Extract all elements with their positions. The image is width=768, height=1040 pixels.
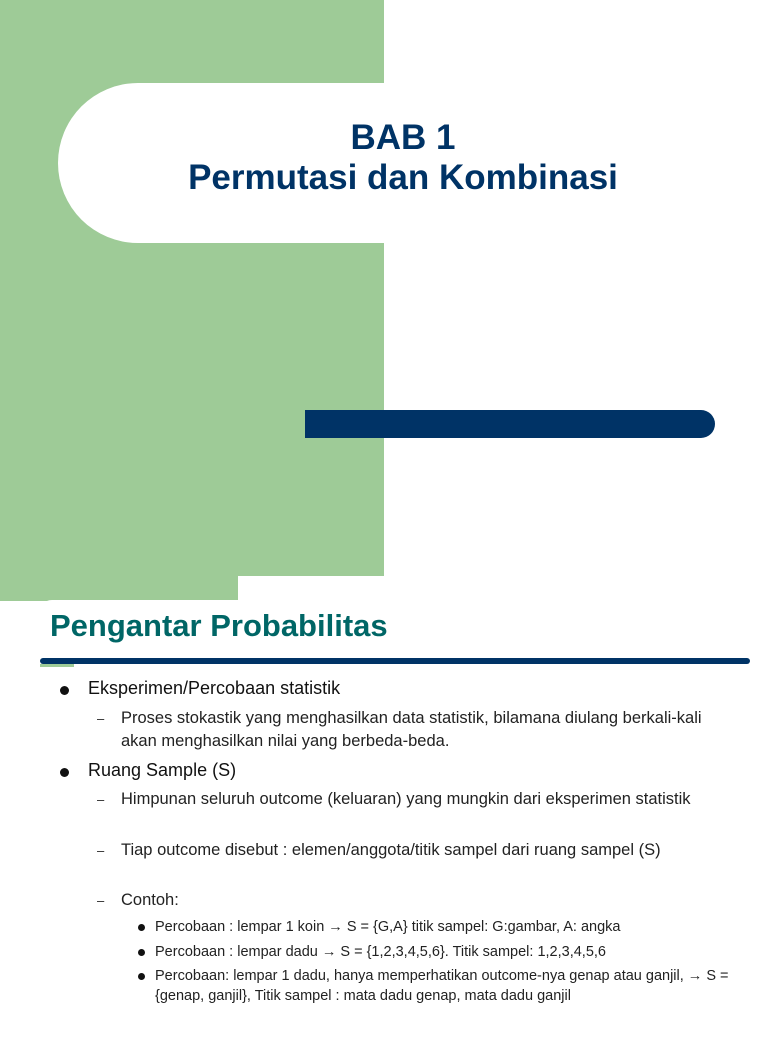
- example-text: Percobaan : lempar dadu → S = {1,2,3,4,5,6}. Titik sampel: 1,2,3,4,5,6: [155, 944, 606, 960]
- bullet-dot-icon: [60, 686, 69, 695]
- example-item: [155, 942, 755, 962]
- dash-icon: –: [97, 893, 105, 908]
- sub-bullet-item: [97, 788, 741, 811]
- dash-icon: –: [97, 711, 105, 726]
- example-text: Percobaan : lempar 1 koin → S = {G,A} titik sampel: G:gambar, A: angka: [155, 919, 621, 935]
- bullet-item: [88, 678, 340, 699]
- bullet-text: Ruang Sample (S): [88, 760, 237, 780]
- example-text: Percobaan: lempar 1 dadu, hanya memperhatikan outcome-nya genap atau ganjil, → S = {genap, ganjil}, Titik sampel : mata dadu genap, mata dadu ganjil: [155, 968, 729, 1004]
- dash-icon: –: [97, 843, 105, 858]
- slide-title-line2: Permutasi dan Kombinasi: [188, 158, 618, 197]
- sub-bullet-item: [97, 707, 741, 753]
- section-title: Pengantar Probabilitas: [50, 608, 388, 643]
- bullet-dot-icon: [60, 768, 69, 777]
- sub-bullet-item: [97, 839, 741, 862]
- sub-bullet-text: Himpunan seluruh outcome (keluaran) yang mungkin dari eksperimen statistik: [121, 790, 691, 808]
- bullet-dot-icon: [138, 924, 145, 931]
- navy-accent-bar: [305, 410, 715, 438]
- title-underline-accent: [40, 664, 74, 667]
- bullet-dot-icon: [138, 973, 145, 980]
- slide-title-line1: BAB 1: [350, 118, 456, 157]
- sub-bullet-text: Tiap outcome disebut : elemen/anggota/titik sampel dari ruang sampel (S): [121, 841, 661, 859]
- slide-title: [160, 118, 646, 198]
- sub-bullet-item: [97, 889, 741, 912]
- bullet-dot-icon: [138, 949, 145, 956]
- bullet-text: Eksperimen/Percobaan statistik: [88, 678, 341, 698]
- sub-bullet-text: Contoh:: [121, 891, 179, 909]
- dash-icon: –: [97, 792, 105, 807]
- bullet-item: [88, 760, 236, 781]
- content-slide: [0, 576, 768, 1024]
- green-strip: [0, 576, 238, 601]
- example-item: [155, 917, 755, 937]
- title-underline: [40, 658, 750, 664]
- sub-bullet-text: Proses stokastik yang menghasilkan data statistik, bilamana diulang berkali-kali akan menghasilkan nilai yang berbeda-beda.: [121, 709, 702, 750]
- example-item: [155, 966, 755, 1006]
